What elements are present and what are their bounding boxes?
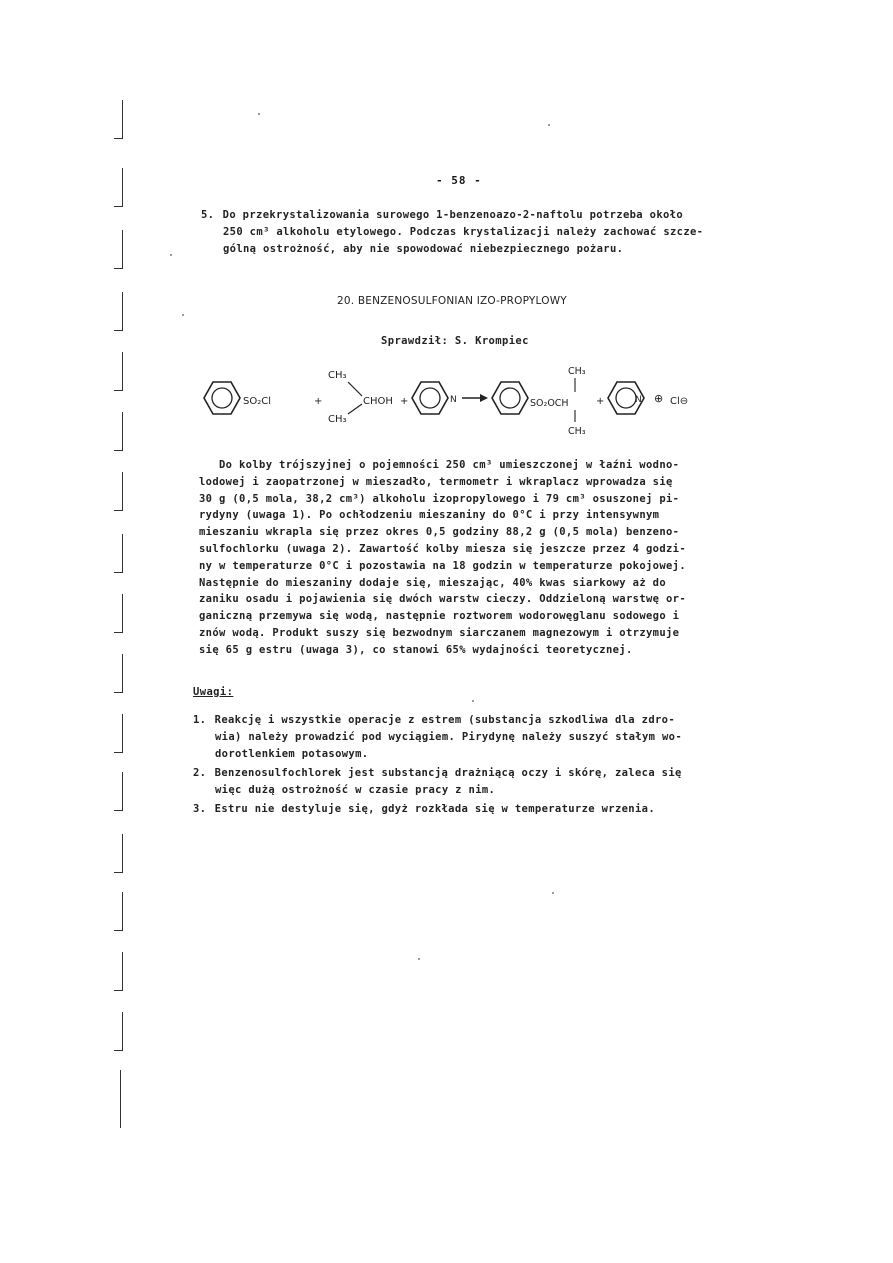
procedure-line: mieszaniu wkrapla się przez okres 0,5 godziny 88,2 g (0,5 mola) benzeno- bbox=[199, 526, 680, 539]
procedure-line: lodowej i zaopatrzonej w mieszadło, termometr i wkraplacz wprowadza się bbox=[199, 475, 673, 488]
procedure-line: rydyny (uwaga 1). Po ochłodzeniu mieszaniny do 0°C i przy intensywnym bbox=[199, 509, 660, 522]
margin-mark bbox=[114, 534, 123, 573]
margin-mark bbox=[114, 594, 123, 633]
remark-line: Benzenosulfochlorek jest substancją drażniącą oczy i skórę, zaleca się bbox=[214, 767, 682, 779]
margin-mark bbox=[114, 1012, 123, 1051]
plus-sign: + bbox=[596, 396, 605, 407]
scan-speck bbox=[258, 113, 260, 115]
remarks-heading: Uwagi: bbox=[193, 686, 234, 698]
section-title: 20. BENZENOSULFONIAN IZO-PROPYLOWY bbox=[337, 295, 567, 307]
scan-speck bbox=[552, 892, 554, 894]
margin-mark bbox=[114, 230, 123, 269]
procedure-text bbox=[199, 457, 686, 659]
nitrogen-label: N bbox=[450, 395, 457, 405]
margin-mark bbox=[114, 472, 123, 511]
margin-mark bbox=[114, 100, 123, 139]
procedure-line: Następnie do mieszaniny dodaje się, mieszając, 40% kwas siarkowy aż do bbox=[199, 576, 667, 589]
remark-item-2 bbox=[193, 765, 682, 799]
page-number: - 58 - bbox=[436, 174, 482, 187]
remark-line: Reakcję i wszystkie operacje z estrem (substancja szkodliwa dla zdro- bbox=[214, 714, 676, 726]
scan-speck bbox=[418, 958, 420, 960]
remark-item-1 bbox=[193, 712, 682, 762]
pyridine-ring bbox=[412, 382, 448, 414]
chloride-anion-label: Cl⊖ bbox=[670, 396, 689, 407]
remark-number: 3. bbox=[193, 803, 207, 815]
remark-line: więc dużą ostrożność w czasie pracy z nim. bbox=[215, 783, 496, 796]
benzene-ring bbox=[492, 382, 528, 414]
procedure-line: 30 g (0,5 mola, 38,2 cm³) alkoholu izopropylowego i 79 cm³ osuszonej pi- bbox=[199, 492, 680, 505]
plus-sign: + bbox=[400, 396, 409, 407]
ch3-right-bottom-label: CH₃ bbox=[568, 426, 586, 437]
bond-line bbox=[348, 404, 362, 414]
procedure-line: zaniku osadu i pojawienia się dwóch warstw cieczy. Oddzieloną warstwę or- bbox=[199, 593, 687, 606]
margin-mark bbox=[114, 168, 123, 207]
note-line: gólną ostrożność, aby nie spowodować niebezpiecznego pożaru. bbox=[223, 242, 624, 255]
procedure-line: się 65 g estru (uwaga 3), co stanowi 65% wydajności teoretycznej. bbox=[199, 643, 633, 656]
remark-line: dorotlenkiem potasowym. bbox=[215, 747, 369, 760]
margin-mark bbox=[114, 352, 123, 391]
ch3-top-label: CH₃ bbox=[328, 370, 347, 381]
scan-speck bbox=[472, 700, 474, 702]
margin-line bbox=[120, 1070, 121, 1128]
procedure-line: ganiczną przemywa się wodą, następnie roztworem wodorowęglanu sodowego i bbox=[199, 610, 680, 623]
reaction-scheme bbox=[200, 360, 740, 440]
note-line: Do przekrystalizowania surowego 1-benzenoazo-2-naftolu potrzeba około bbox=[222, 209, 684, 221]
checked-by: Sprawdził: S. Krompiec bbox=[381, 335, 529, 347]
procedure-line: Do kolby trójszyjnej o pojemności 250 cm³ umieszczonej w łaźni wodno- bbox=[219, 459, 680, 471]
benzene-ring bbox=[204, 382, 240, 414]
scan-speck bbox=[170, 254, 172, 256]
procedure-line: znów wodą. Produkt suszy się bezwodnym siarczanem magnezowym i otrzymuje bbox=[199, 626, 680, 639]
ch3-right-top-label: CH₃ bbox=[568, 366, 586, 377]
note-line: 250 cm³ alkoholu etylowego. Podczas krystalizacji należy zachować szcze- bbox=[223, 225, 704, 238]
scan-speck bbox=[182, 314, 184, 316]
margin-mark bbox=[114, 952, 123, 991]
ch3-bottom-label: CH₃ bbox=[328, 414, 347, 425]
margin-mark bbox=[114, 292, 123, 331]
choh-label: CHOH bbox=[363, 396, 393, 407]
remark-line: Estru nie destyluje się, gdyż rozkłada się w temperaturze wrzenia. bbox=[214, 803, 655, 815]
intro-note bbox=[201, 207, 703, 257]
remark-number: 1. bbox=[193, 714, 207, 726]
margin-mark bbox=[114, 834, 123, 873]
remark-line: wia) należy prowadzić pod wyciągiem. Pirydynę należy suszyć stałym wo- bbox=[215, 730, 683, 743]
margin-mark bbox=[114, 892, 123, 931]
procedure-line: sulfochlorku (uwaga 2). Zawartość kolby miesza się jeszcze przez 4 godzi- bbox=[199, 542, 687, 555]
scan-speck bbox=[548, 124, 550, 126]
plus-sign: + bbox=[314, 396, 323, 407]
margin-mark bbox=[114, 772, 123, 811]
margin-mark bbox=[114, 654, 123, 693]
so2och-label: SO₂OCH bbox=[530, 398, 569, 409]
note-number: 5. bbox=[201, 209, 215, 221]
margin-mark bbox=[114, 714, 123, 753]
bond-line bbox=[348, 382, 362, 396]
margin-mark bbox=[114, 412, 123, 451]
remark-number: 2. bbox=[193, 767, 207, 779]
procedure-line: ny w temperaturze 0°C i pozostawia na 18 godzin w temperaturze pokojowej. bbox=[199, 559, 687, 572]
nitrogen-label: N bbox=[635, 395, 642, 405]
reaction-arrow bbox=[462, 394, 488, 402]
positive-charge: ⊕ bbox=[654, 392, 664, 405]
remark-item-3 bbox=[193, 801, 655, 818]
so2cl-label: SO₂Cl bbox=[243, 396, 271, 407]
